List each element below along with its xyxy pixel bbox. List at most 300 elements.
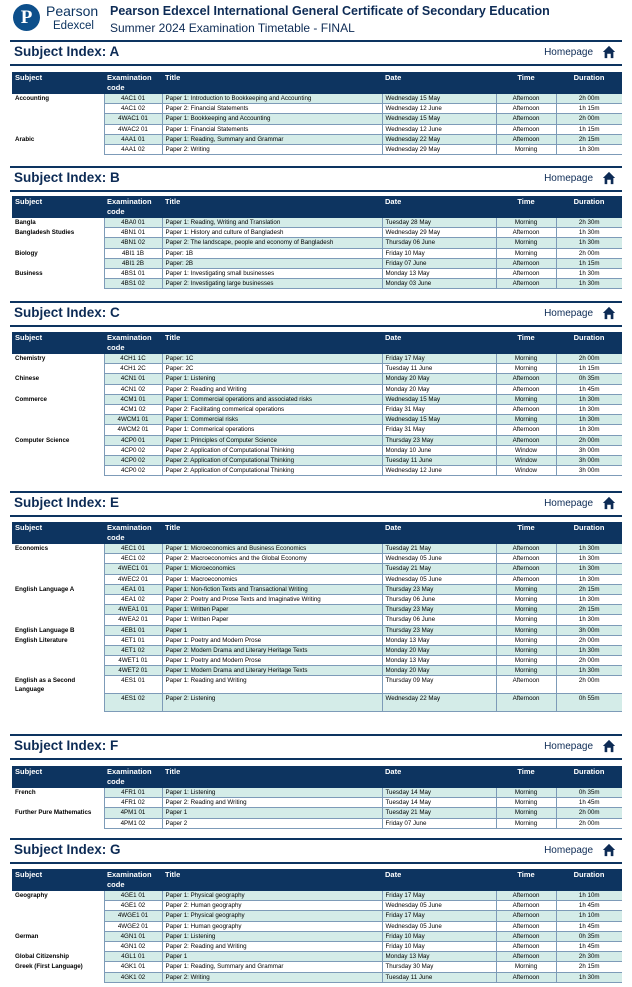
cell-title: Paper 2: The landscape, people and economy of Bangladesh: [162, 238, 382, 248]
cell-duration: 1h 30m: [556, 425, 622, 435]
cell-time: Morning: [496, 962, 556, 972]
table-row: [12, 258, 622, 268]
cell-time: Afternoon: [496, 564, 556, 574]
cell-subject: English as a Second Language: [12, 676, 104, 694]
cell-subject: Further Pure Mathematics: [12, 808, 104, 818]
cell-subject: French: [12, 788, 104, 798]
cell-duration: 1h 15m: [556, 364, 622, 374]
table-row: [12, 354, 622, 364]
cell-title: Paper 2: Application of Computational Thinking: [162, 445, 382, 455]
cell-subject: [12, 415, 104, 425]
cell-time: Afternoon: [496, 94, 556, 104]
column-header-duration: Duration: [556, 332, 622, 354]
cell-code: 4ES1 02: [104, 694, 162, 712]
cell-title: Paper 1: Modern Drama and Literary Heritage Texts: [162, 666, 382, 676]
cell-date: Wednesday 29 May: [382, 228, 496, 238]
cell-subject: English Language A: [12, 584, 104, 594]
cell-subject: Geography: [12, 891, 104, 901]
section-top-rule: [10, 491, 622, 493]
cell-code: 4BN1 02: [104, 238, 162, 248]
cell-subject: Business: [12, 268, 104, 278]
cell-code: 4AA1 01: [104, 134, 162, 144]
cell-duration: 1h 15m: [556, 258, 622, 268]
table-row: [12, 808, 622, 818]
cell-code: 4WAC1 01: [104, 114, 162, 124]
cell-title: Paper 2: Reading and Writing: [162, 384, 382, 394]
table-row: [12, 615, 622, 625]
cell-title: Paper 1: Microeconomics and Business Economics: [162, 544, 382, 554]
cell-title: Paper 1: [162, 625, 382, 635]
table-row: [12, 364, 622, 374]
column-header-duration: Duration: [556, 869, 622, 891]
cell-time: Afternoon: [496, 921, 556, 931]
cell-subject: German: [12, 931, 104, 941]
section-top-rule: [10, 301, 622, 303]
cell-title: Paper: 2B: [162, 258, 382, 268]
column-header-time: Time: [496, 766, 556, 788]
cell-title: Paper 1: [162, 952, 382, 962]
cell-code: 4CP0 02: [104, 445, 162, 455]
cell-duration: 0h 35m: [556, 374, 622, 384]
cell-date: Thursday 23 May: [382, 605, 496, 615]
cell-title: Paper 1: Non-fiction Texts and Transactional Writing: [162, 584, 382, 594]
column-header-duration: Duration: [556, 196, 622, 218]
cell-title: Paper 2: Macroeconomics and the Global Economy: [162, 554, 382, 564]
cell-title: Paper 2: Poetry and Prose Texts and Imaginative Writing: [162, 594, 382, 604]
cell-duration: 2h 00m: [556, 94, 622, 104]
cell-time: Afternoon: [496, 124, 556, 134]
cell-time: Morning: [496, 656, 556, 666]
cell-subject: [12, 911, 104, 921]
cell-time: Morning: [496, 248, 556, 258]
cell-duration: 1h 30m: [556, 415, 622, 425]
cell-code: 4BA0 01: [104, 218, 162, 228]
table-row: [12, 798, 622, 808]
table-row: [12, 635, 622, 645]
cell-date: Monday 13 May: [382, 635, 496, 645]
column-header-subject: Subject: [12, 72, 104, 94]
cell-time: Morning: [496, 615, 556, 625]
column-header-code: Examination code: [104, 196, 162, 218]
cell-title: Paper 1: Commercial operations and associated risks: [162, 394, 382, 404]
cell-date: Wednesday 22 May: [382, 134, 496, 144]
cell-time: Afternoon: [496, 972, 556, 982]
column-header-date: Date: [382, 766, 496, 788]
cell-time: Morning: [496, 144, 556, 154]
cell-duration: 0h 55m: [556, 694, 622, 712]
table-row: [12, 144, 622, 154]
cell-title: Paper 1: Principles of Computer Science: [162, 435, 382, 445]
cell-time: Morning: [496, 788, 556, 798]
timetable-table: [12, 869, 622, 983]
cell-date: Tuesday 21 May: [382, 564, 496, 574]
cell-time: Afternoon: [496, 435, 556, 445]
cell-duration: 2h 15m: [556, 134, 622, 144]
cell-duration: 1h 10m: [556, 891, 622, 901]
cell-date: Wednesday 05 June: [382, 554, 496, 564]
cell-code: 4GE1 01: [104, 891, 162, 901]
cell-date: Tuesday 28 May: [382, 218, 496, 228]
cell-code: 4CM1 02: [104, 404, 162, 414]
cell-subject: [12, 554, 104, 564]
table-row: [12, 415, 622, 425]
cell-subject: [12, 124, 104, 134]
cell-subject: [12, 972, 104, 982]
table-row: [12, 584, 622, 594]
homepage-link[interactable]: Homepage: [544, 173, 593, 184]
cell-title: Paper 2: Application of Computational Thinking: [162, 466, 382, 476]
cell-subject: [12, 694, 104, 712]
cell-time: Morning: [496, 354, 556, 364]
section-title: Subject Index: C: [14, 305, 120, 320]
cell-date: Thursday 23 May: [382, 625, 496, 635]
cell-duration: 1h 30m: [556, 279, 622, 289]
homepage-link[interactable]: Homepage: [544, 498, 593, 509]
cell-date: Wednesday 12 June: [382, 104, 496, 114]
table-row: [12, 666, 622, 676]
cell-subject: [12, 425, 104, 435]
cell-date: Tuesday 21 May: [382, 808, 496, 818]
table-header-row: [12, 766, 622, 788]
cell-subject: [12, 818, 104, 828]
table-row: [12, 952, 622, 962]
cell-code: 4GN1 01: [104, 931, 162, 941]
cell-code: 4ET1 02: [104, 645, 162, 655]
cell-time: Morning: [496, 238, 556, 248]
cell-date: Tuesday 14 May: [382, 788, 496, 798]
cell-title: Paper 1: Written Paper: [162, 615, 382, 625]
cell-code: 4WAC2 01: [104, 124, 162, 134]
subject-section: [10, 738, 622, 827]
cell-duration: 1h 30m: [556, 144, 622, 154]
cell-duration: 1h 30m: [556, 574, 622, 584]
cell-title: Paper 2: Modern Drama and Literary Heritage Texts: [162, 645, 382, 655]
cell-code: 4CM1 01: [104, 394, 162, 404]
column-header-title: Title: [162, 522, 382, 544]
cell-date: Friday 10 May: [382, 931, 496, 941]
cell-code: 4WET1 01: [104, 656, 162, 666]
table-header-row: [12, 196, 622, 218]
cell-code: 4EB1 01: [104, 625, 162, 635]
section-title: Subject Index: E: [14, 495, 120, 510]
cell-duration: 0h 35m: [556, 931, 622, 941]
table-row: [12, 911, 622, 921]
cell-date: Tuesday 21 May: [382, 544, 496, 554]
cell-duration: 2h 00m: [556, 808, 622, 818]
section-header: [10, 842, 622, 864]
cell-date: Monday 13 May: [382, 268, 496, 278]
cell-code: 4AC1 02: [104, 104, 162, 114]
cell-time: Afternoon: [496, 694, 556, 712]
cell-code: 4GE1 02: [104, 901, 162, 911]
cell-duration: 0h 35m: [556, 788, 622, 798]
cell-time: Morning: [496, 218, 556, 228]
cell-title: Paper 1: Human geography: [162, 921, 382, 931]
homepage-link[interactable]: Homepage: [544, 845, 593, 856]
table-header-row: [12, 869, 622, 891]
table-row: [12, 554, 622, 564]
table-header-row: [12, 332, 622, 354]
cell-subject: [12, 656, 104, 666]
cell-duration: 1h 30m: [556, 615, 622, 625]
section-header: [10, 738, 622, 760]
timetable-table: [12, 332, 622, 476]
cell-subject: Chinese: [12, 374, 104, 384]
cell-time: Morning: [496, 808, 556, 818]
cell-duration: 2h 30m: [556, 218, 622, 228]
cell-date: Monday 03 June: [382, 279, 496, 289]
subject-section: [10, 842, 622, 981]
column-header-code: Examination code: [104, 522, 162, 544]
cell-title: Paper 2: Listening: [162, 694, 382, 712]
column-header-subject: Subject: [12, 869, 104, 891]
table-row: [12, 425, 622, 435]
cell-duration: 2h 15m: [556, 962, 622, 972]
cell-time: Afternoon: [496, 911, 556, 921]
home-icon[interactable]: [602, 739, 616, 753]
section-top-rule: [10, 838, 622, 840]
column-header-subject: Subject: [12, 332, 104, 354]
cell-code: 4FR1 02: [104, 798, 162, 808]
cell-subject: [12, 104, 104, 114]
cell-code: 4WGE1 01: [104, 911, 162, 921]
cell-time: Afternoon: [496, 952, 556, 962]
cell-code: 4PM1 02: [104, 818, 162, 828]
cell-title: Paper 2: Reading and Writing: [162, 941, 382, 951]
cell-date: Wednesday 15 May: [382, 114, 496, 124]
cell-code: 4EC1 01: [104, 544, 162, 554]
cell-subject: [12, 921, 104, 931]
column-header-time: Time: [496, 332, 556, 354]
table-row: [12, 625, 622, 635]
cell-date: Wednesday 22 May: [382, 694, 496, 712]
cell-subject: Biology: [12, 248, 104, 258]
cell-duration: 1h 30m: [556, 554, 622, 564]
cell-date: Wednesday 12 June: [382, 466, 496, 476]
cell-title: Paper: 1B: [162, 248, 382, 258]
cell-code: 4AC1 01: [104, 94, 162, 104]
table-row: [12, 594, 622, 604]
cell-subject: Chemistry: [12, 354, 104, 364]
cell-duration: 1h 45m: [556, 921, 622, 931]
brand-name: Pearson: [46, 3, 99, 19]
cell-date: Friday 07 June: [382, 258, 496, 268]
cell-code: 4ES1 01: [104, 676, 162, 694]
homepage-link[interactable]: Homepage: [544, 47, 593, 58]
table-row: [12, 645, 622, 655]
cell-subject: [12, 666, 104, 676]
cell-code: 4CH1 2C: [104, 364, 162, 374]
home-icon[interactable]: [602, 306, 616, 320]
cell-subject: English Literature: [12, 635, 104, 645]
table-row: [12, 445, 622, 455]
column-header-code: Examination code: [104, 766, 162, 788]
table-row: [12, 656, 622, 666]
cell-date: Monday 20 May: [382, 374, 496, 384]
cell-code: 4AA1 02: [104, 144, 162, 154]
cell-subject: English Language B: [12, 625, 104, 635]
column-header-date: Date: [382, 869, 496, 891]
cell-subject: [12, 564, 104, 574]
cell-code: 4EA1 02: [104, 594, 162, 604]
cell-time: Afternoon: [496, 384, 556, 394]
page-header: [0, 0, 632, 38]
cell-date: Tuesday 11 June: [382, 972, 496, 982]
cell-time: Afternoon: [496, 941, 556, 951]
cell-subject: [12, 645, 104, 655]
table-row: [12, 972, 622, 982]
cell-date: Friday 17 May: [382, 891, 496, 901]
cell-date: Thursday 06 June: [382, 594, 496, 604]
cell-date: Wednesday 05 June: [382, 901, 496, 911]
table-row: [12, 114, 622, 124]
section-header: [10, 170, 622, 192]
section-title: Subject Index: B: [14, 170, 120, 185]
cell-subject: [12, 384, 104, 394]
cell-date: Thursday 09 May: [382, 676, 496, 694]
homepage-link[interactable]: Homepage: [544, 741, 593, 752]
table-row: [12, 676, 622, 694]
table-row: [12, 279, 622, 289]
table-row: [12, 544, 622, 554]
cell-title: Paper 1: Written Paper: [162, 605, 382, 615]
column-header-title: Title: [162, 196, 382, 218]
table-row: [12, 941, 622, 951]
cell-subject: [12, 901, 104, 911]
cell-title: Paper 1: [162, 808, 382, 818]
cell-time: Morning: [496, 584, 556, 594]
cell-time: Afternoon: [496, 544, 556, 554]
cell-code: 4CP0 02: [104, 455, 162, 465]
section-top-rule: [10, 166, 622, 168]
cell-title: Paper 1: Reading, Summary and Grammar: [162, 962, 382, 972]
section-header: [10, 305, 622, 327]
cell-code: 4ET1 01: [104, 635, 162, 645]
cell-subject: [12, 364, 104, 374]
table-row: [12, 818, 622, 828]
home-icon[interactable]: [602, 843, 616, 857]
cell-code: 4CH1 1C: [104, 354, 162, 364]
home-icon[interactable]: [602, 45, 616, 59]
column-header-date: Date: [382, 332, 496, 354]
column-header-subject: Subject: [12, 522, 104, 544]
cell-code: 4BN1 01: [104, 228, 162, 238]
section-header: [10, 495, 622, 517]
cell-code: 4GN1 02: [104, 941, 162, 951]
cell-subject: Commerce: [12, 394, 104, 404]
cell-title: Paper 1: Poetry and Modern Prose: [162, 635, 382, 645]
cell-time: Morning: [496, 635, 556, 645]
cell-code: 4WEA1 01: [104, 605, 162, 615]
cell-title: Paper 1: Physical geography: [162, 911, 382, 921]
cell-title: Paper 1: History and culture of Bangladesh: [162, 228, 382, 238]
column-header-date: Date: [382, 522, 496, 544]
cell-date: Wednesday 15 May: [382, 394, 496, 404]
cell-title: Paper 2: Investigating large businesses: [162, 279, 382, 289]
table-row: [12, 228, 622, 238]
cell-duration: 1h 30m: [556, 404, 622, 414]
cell-date: Tuesday 11 June: [382, 364, 496, 374]
cell-code: 4BS1 02: [104, 279, 162, 289]
cell-time: Afternoon: [496, 374, 556, 384]
cell-duration: 1h 30m: [556, 972, 622, 982]
column-header-time: Time: [496, 522, 556, 544]
cell-duration: 1h 15m: [556, 104, 622, 114]
cell-time: Morning: [496, 364, 556, 374]
cell-title: Paper 1: Listening: [162, 931, 382, 941]
cell-title: Paper 1: Investigating small businesses: [162, 268, 382, 278]
column-header-subject: Subject: [12, 766, 104, 788]
cell-subject: [12, 238, 104, 248]
cell-code: 4WGE2 01: [104, 921, 162, 931]
cell-date: Monday 13 May: [382, 656, 496, 666]
cell-subject: Bangladesh Studies: [12, 228, 104, 238]
cell-date: Wednesday 29 May: [382, 144, 496, 154]
cell-time: Afternoon: [496, 891, 556, 901]
section-title: Subject Index: A: [14, 44, 120, 59]
cell-date: Friday 10 May: [382, 941, 496, 951]
column-header-duration: Duration: [556, 72, 622, 94]
cell-duration: 1h 30m: [556, 645, 622, 655]
home-icon[interactable]: [602, 496, 616, 510]
cell-date: Monday 10 June: [382, 445, 496, 455]
table-row: [12, 435, 622, 445]
cell-time: Afternoon: [496, 554, 556, 564]
cell-time: Afternoon: [496, 574, 556, 584]
cell-subject: [12, 445, 104, 455]
cell-time: Morning: [496, 818, 556, 828]
cell-title: Paper 2: Application of Computational Thinking: [162, 455, 382, 465]
table-row: [12, 891, 622, 901]
cell-time: Afternoon: [496, 425, 556, 435]
section-title: Subject Index: G: [14, 842, 121, 857]
home-icon[interactable]: [602, 171, 616, 185]
cell-time: Morning: [496, 605, 556, 615]
table-row: [12, 384, 622, 394]
cell-duration: 2h 00m: [556, 114, 622, 124]
cell-code: 4EA1 01: [104, 584, 162, 594]
cell-subject: [12, 455, 104, 465]
column-header-duration: Duration: [556, 522, 622, 544]
cell-subject: [12, 574, 104, 584]
cell-code: 4GK1 02: [104, 972, 162, 982]
cell-code: 4FR1 01: [104, 788, 162, 798]
cell-code: 4WEA2 01: [104, 615, 162, 625]
column-header-title: Title: [162, 869, 382, 891]
table-row: [12, 455, 622, 465]
cell-code: 4CN1 01: [104, 374, 162, 384]
cell-date: Thursday 30 May: [382, 962, 496, 972]
table-header-row: [12, 522, 622, 544]
cell-code: 4WEC2 01: [104, 574, 162, 584]
homepage-link[interactable]: Homepage: [544, 308, 593, 319]
cell-time: Morning: [496, 625, 556, 635]
cell-title: Paper 1: Financial Statements: [162, 124, 382, 134]
table-header-row: [12, 72, 622, 94]
cell-date: Wednesday 05 June: [382, 921, 496, 931]
cell-time: Afternoon: [496, 228, 556, 238]
cell-title: Paper 2: Writing: [162, 144, 382, 154]
table-row: [12, 962, 622, 972]
column-header-title: Title: [162, 766, 382, 788]
cell-date: Thursday 06 June: [382, 615, 496, 625]
column-header-time: Time: [496, 72, 556, 94]
cell-subject: Accounting: [12, 94, 104, 104]
cell-code: 4GK1 01: [104, 962, 162, 972]
cell-duration: 1h 45m: [556, 901, 622, 911]
cell-duration: 1h 30m: [556, 238, 622, 248]
cell-title: Paper 1: Poetry and Modern Prose: [162, 656, 382, 666]
